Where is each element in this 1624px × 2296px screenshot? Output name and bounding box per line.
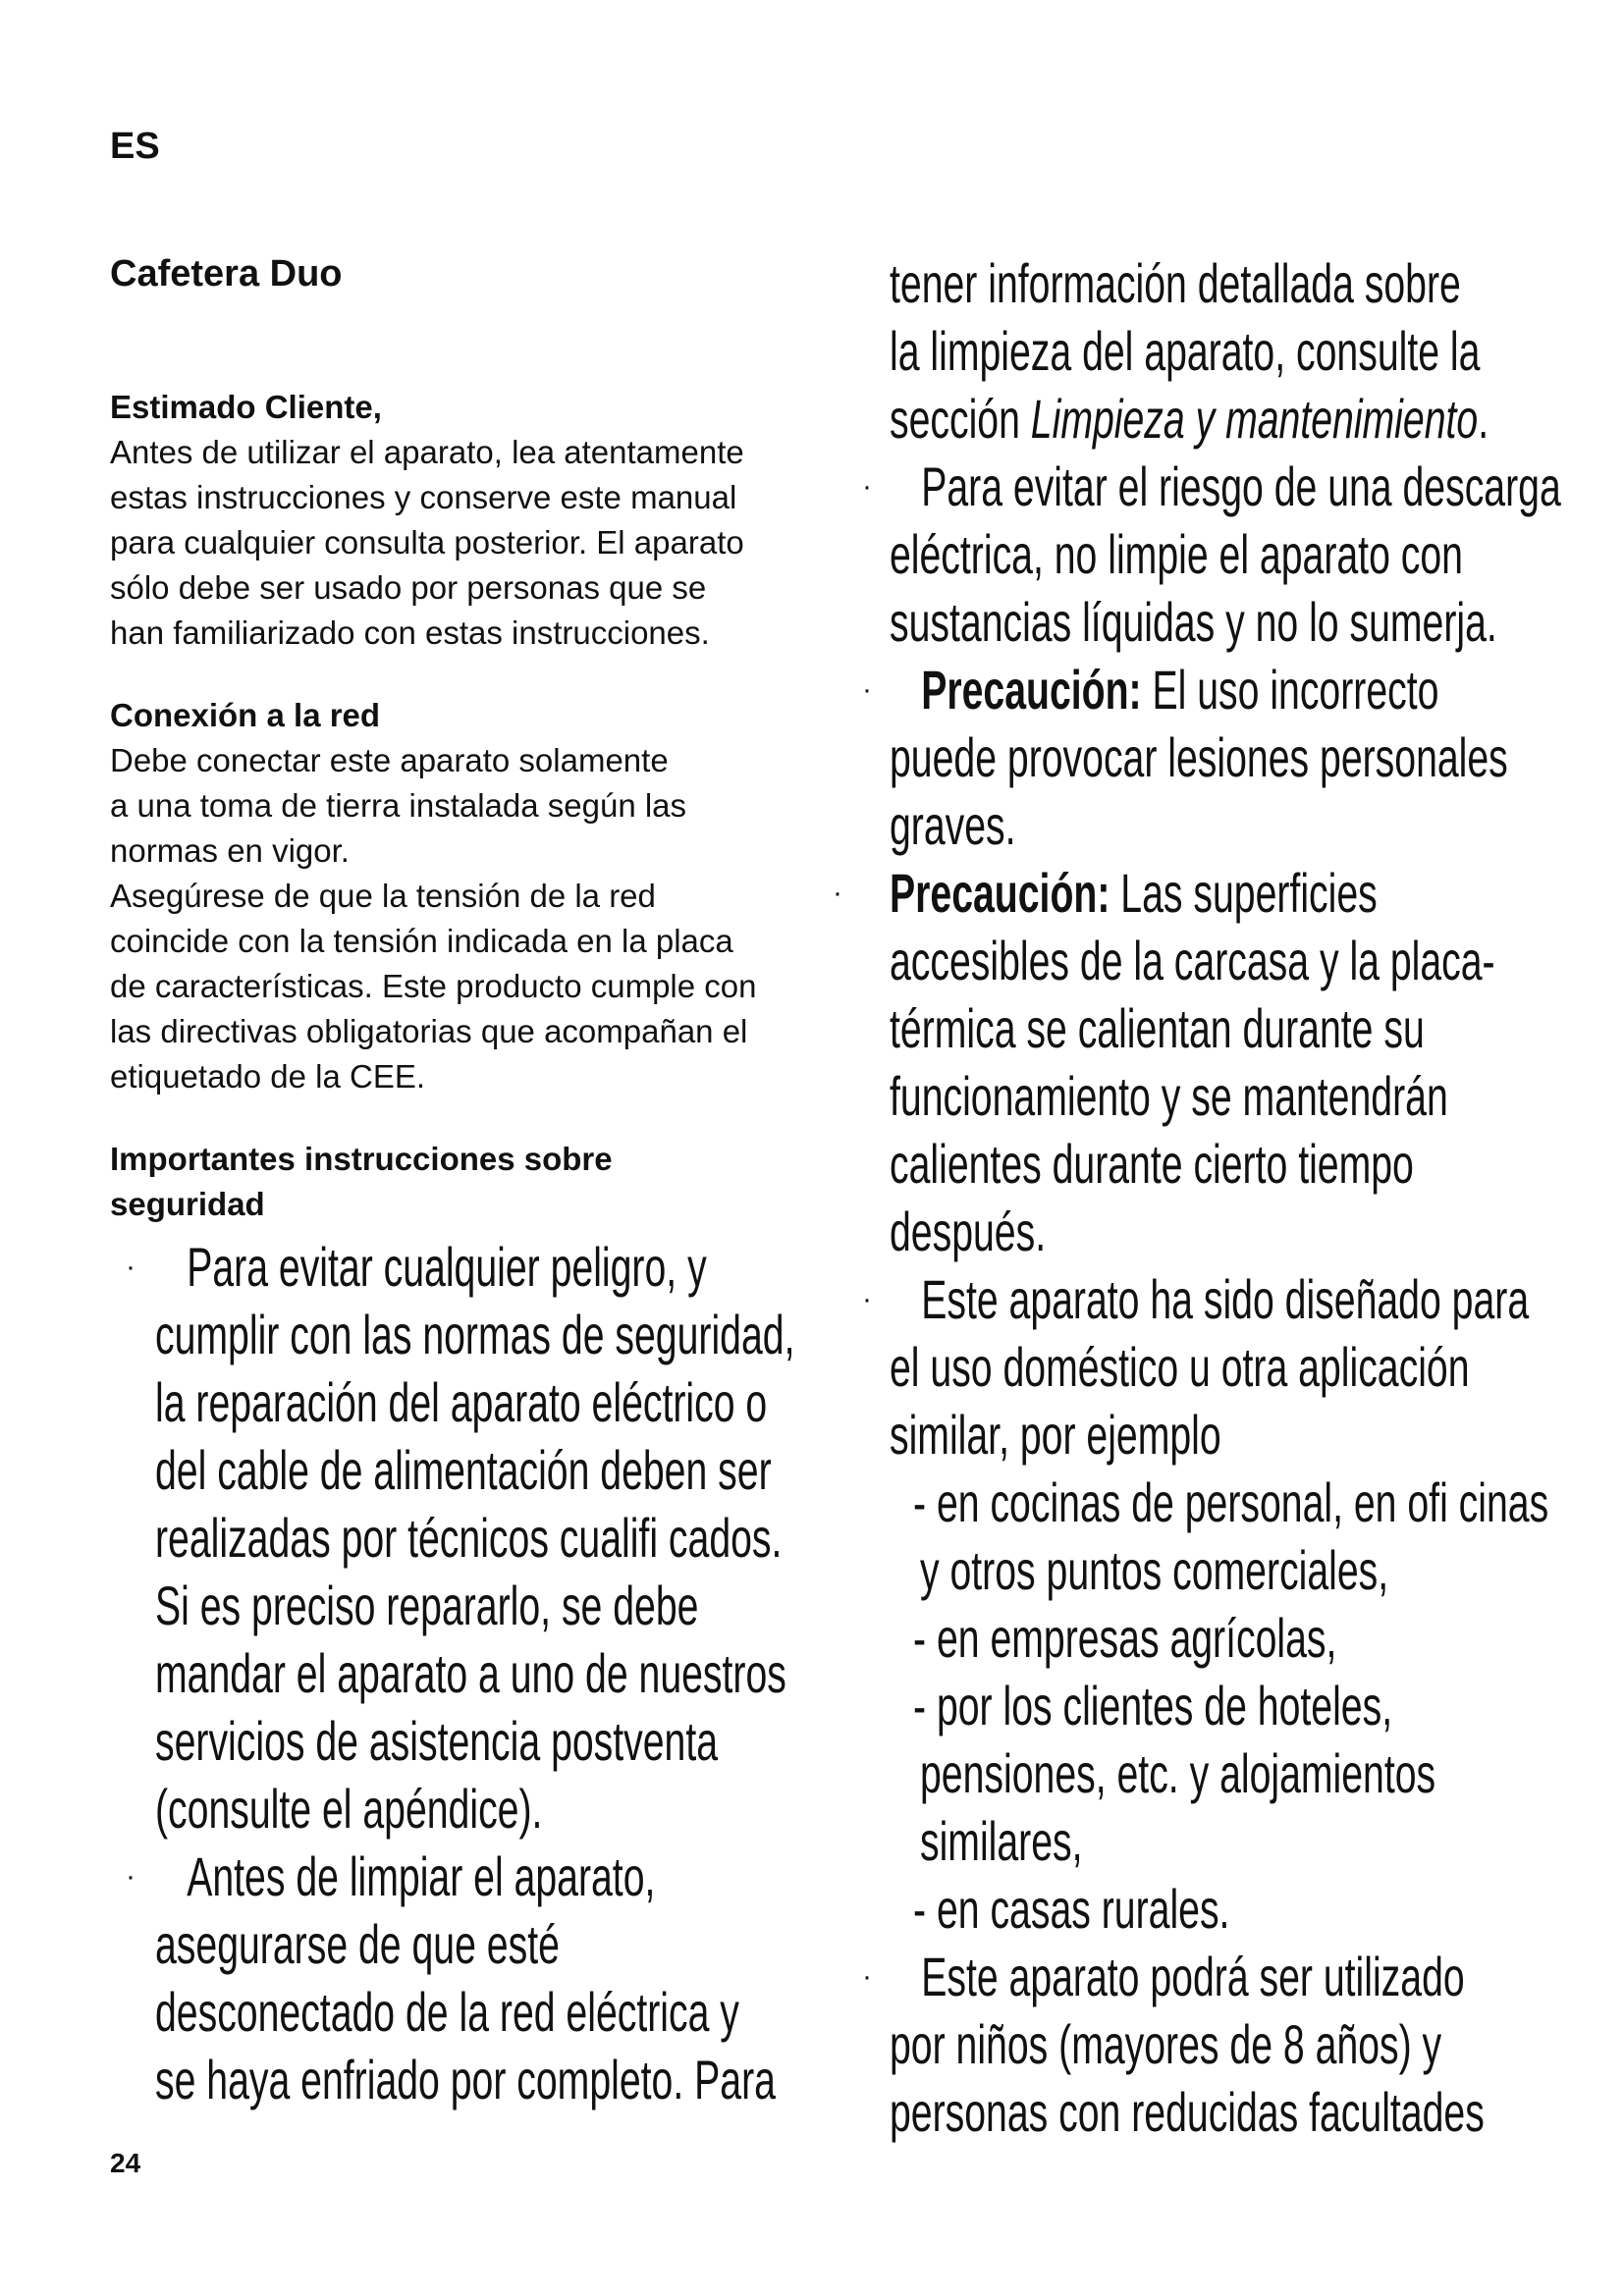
item-line: personas con reducidas facultades bbox=[890, 2081, 1485, 2143]
greeting-line: para cualquier consulta posterior. El aparato bbox=[110, 524, 744, 561]
item-line: cumplir con las normas de seguridad, bbox=[155, 1304, 795, 1365]
item-line: Precaución: El uso incorrecto bbox=[921, 659, 1439, 721]
safety-item-repair bbox=[110, 1233, 797, 1842]
greeting-heading: Estimado Cliente, bbox=[110, 389, 382, 425]
section-reference: Limpieza y mantenimiento bbox=[1030, 388, 1479, 450]
bullet-icon: · bbox=[862, 1283, 872, 1315]
bullet-icon: · bbox=[833, 877, 842, 909]
item-line: se haya enfriado por completo. Para bbox=[155, 2049, 776, 2110]
safety-item-electric bbox=[862, 453, 1587, 656]
item-line: tener información detallada sobre bbox=[890, 252, 1461, 314]
item-line: eléctrica, no limpie el aparato con bbox=[890, 523, 1463, 585]
item-line: por niños (mayores de 8 años) y bbox=[890, 2013, 1442, 2075]
network-line: de características. Este producto cumple con bbox=[110, 968, 757, 1004]
item-line: similar, por ejemplo bbox=[890, 1404, 1221, 1466]
right-column bbox=[833, 249, 1587, 2146]
item-line: (consulte el apéndice). bbox=[155, 1778, 543, 1840]
safety-item-caution-hot bbox=[833, 859, 1587, 1265]
network-line: las directivas obligatorias que acompañan el bbox=[110, 1013, 748, 1049]
item-line: Este aparato podrá ser utilizado bbox=[921, 1946, 1465, 2007]
sub-item: - por los clientes de hoteles, bbox=[913, 1675, 1393, 1736]
item-line: accesibles de la carcasa y la placa- bbox=[890, 930, 1495, 991]
item-line: graves. bbox=[890, 794, 1016, 856]
item-line: mandar el aparato a uno de nuestros bbox=[155, 1642, 786, 1704]
item-line: la reparación del aparato eléctrico o bbox=[155, 1371, 768, 1433]
sub-item: - en cocinas de personal, en ofi cinas bbox=[913, 1471, 1549, 1533]
item-line: después. bbox=[890, 1201, 1047, 1262]
item-line: Para evitar cualquier peligro, y bbox=[187, 1236, 707, 1298]
caution-label: Precaución: bbox=[890, 862, 1110, 924]
network-line: etiquetado de la CEE. bbox=[110, 1058, 426, 1095]
sub-item: pensiones, etc. y alojamientos bbox=[920, 1742, 1436, 1804]
item-line: calientes durante cierto tiempo bbox=[890, 1133, 1414, 1195]
item-line: Precaución: Las superficies bbox=[890, 862, 1378, 924]
item-line: Antes de limpiar el aparato, bbox=[187, 1845, 656, 1907]
sub-item: - en casas rurales. bbox=[913, 1878, 1230, 1940]
item-line: funcionamiento y se mantendrán bbox=[890, 1065, 1448, 1127]
page-number: 24 bbox=[110, 2148, 141, 2178]
item-line: el uso doméstico u otra aplicación bbox=[890, 1336, 1470, 1398]
item-line: térmica se calientan durante su bbox=[890, 997, 1425, 1059]
bullet-icon: · bbox=[862, 673, 872, 706]
safety-item-household bbox=[862, 1265, 1587, 1468]
item-line: sección Limpieza y mantenimiento. bbox=[890, 388, 1489, 450]
network-line: a una toma de tierra instalada según las bbox=[110, 787, 687, 824]
bullet-icon: · bbox=[126, 1251, 135, 1283]
item-line: Si es preciso repararlo, se debe bbox=[155, 1575, 699, 1636]
network-line: normas en vigor. bbox=[110, 832, 350, 869]
bullet-icon: · bbox=[862, 1960, 872, 1993]
network-heading: Conexión a la red bbox=[110, 697, 381, 733]
household-sublist bbox=[880, 1468, 1587, 1943]
safety-heading: Importantes instrucciones sobre bbox=[110, 1141, 613, 1177]
language-code: ES bbox=[110, 126, 160, 167]
item-line: puede provocar lesiones personales bbox=[890, 726, 1508, 788]
item-line: la limpieza del aparato, consulte la bbox=[890, 320, 1481, 382]
greeting-line: han familiarizado con estas instrucciones. bbox=[110, 614, 710, 651]
network-line: Asegúrese de que la tensión de la red bbox=[110, 878, 656, 914]
item-line: Para evitar el riesgo de una descarga bbox=[921, 455, 1561, 517]
item-line: asegurarse de que esté bbox=[155, 1913, 560, 1975]
left-column bbox=[110, 385, 797, 2113]
sub-item: similares, bbox=[920, 1810, 1083, 1872]
item-line: del cable de alimentación deben ser bbox=[155, 1439, 772, 1501]
safety-heading: seguridad bbox=[110, 1186, 265, 1222]
bullet-icon: · bbox=[126, 1860, 135, 1893]
cleaning-continuation bbox=[880, 249, 1587, 453]
safety-item-caution-misuse bbox=[862, 656, 1587, 859]
item-line: sustancias líquidas y no lo sumerja. bbox=[890, 591, 1497, 653]
greeting-line: estas instrucciones y conserve este manual bbox=[110, 479, 737, 515]
item-line: Este aparato ha sido diseñado para bbox=[921, 1268, 1530, 1330]
item-line: desconectado de la red eléctrica y bbox=[155, 1981, 739, 2043]
bullet-icon: · bbox=[862, 470, 872, 503]
caution-label: Precaución: bbox=[921, 659, 1142, 721]
network-line: coincide con la tensión indicada en la placa bbox=[110, 923, 733, 959]
safety-item-children bbox=[862, 1943, 1587, 2146]
network-line: Debe conectar este aparato solamente bbox=[110, 742, 669, 778]
greeting-line: Antes de utilizar el aparato, lea atentamente bbox=[110, 434, 744, 470]
item-line: realizadas por técnicos cualifi cados. bbox=[155, 1507, 783, 1569]
sub-item: - en empresas agrícolas, bbox=[913, 1607, 1337, 1669]
greeting-line: sólo debe ser usado por personas que se bbox=[110, 569, 707, 606]
safety-item-cleaning bbox=[110, 1842, 797, 2113]
item-line: servicios de asistencia postventa bbox=[155, 1710, 719, 1772]
document-title: Cafetera Duo bbox=[110, 253, 343, 294]
sub-item: y otros puntos comerciales, bbox=[920, 1539, 1389, 1601]
